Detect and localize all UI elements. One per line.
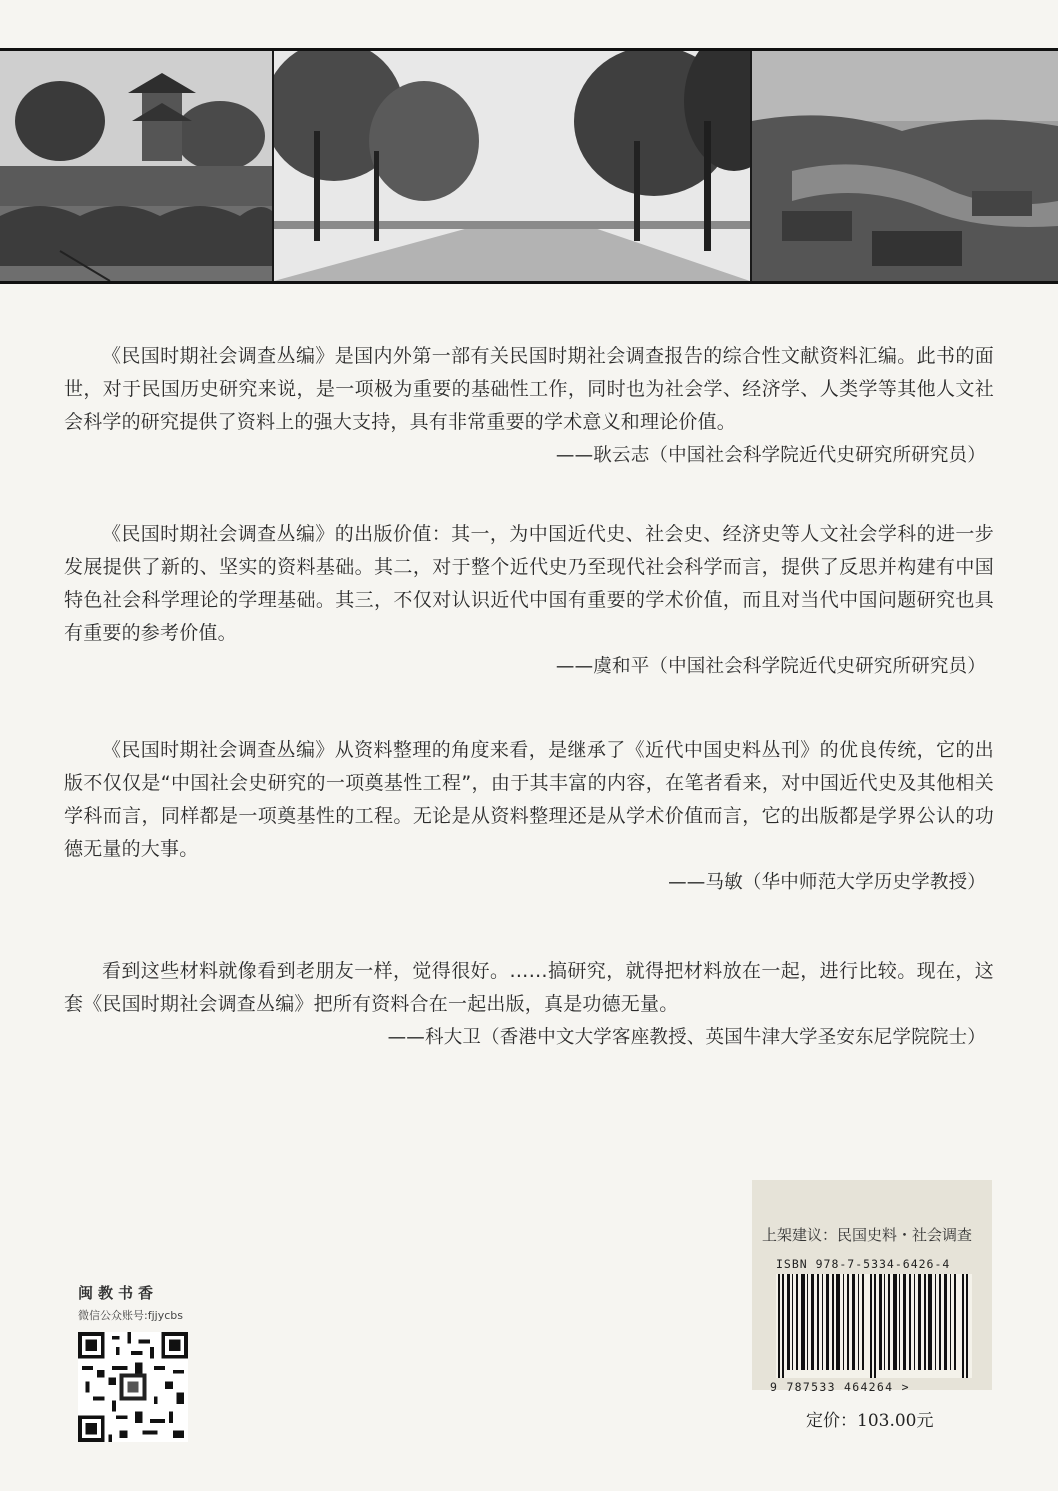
testimonial-attribution: ——耿云志（中国社会科学院近代史研究所研究员） [555,445,986,466]
testimonial-2 [64,518,994,683]
qr-code-icon[interactable] [78,1331,188,1443]
publisher-name: 闽教书香 [78,1284,159,1302]
price-label: 定价：103.00元 [806,1411,934,1431]
photo-tree-lined-road [274,51,750,281]
testimonial-text: 《民国时期社会调查丛编》从资料整理的角度来看，是继承了《近代中国史料丛刊》的优良传统，它的出版不仅仅是“中国社会史研究的一项奠基性工程”，由于其丰富的内容，在笔者看来，对中国近代史及其他相关学科而言，同样都是一项奠基性的工程。无论是从资料整理还是从学术价值而言，它的出版都是学界公认的功德无量的大事。 [64,739,994,860]
shelf-suggestion: 上架建议：民国史料・社会调查 [762,1226,973,1244]
testimonial-text: 《民国时期社会调查丛编》的出版价值：其一，为中国近代史、社会史、经济史等人文社会学科的进一步发展提供了新的、坚实的资料基础。其二，对于整个近代史乃至现代社会科学而言，提供了反思并构建有中国特色社会科学理论的学理基础。其三，不仅对认识近代中国有重要的学术价值，而且对当代中国问题研究也具有重要的参考价值。 [64,523,994,644]
publisher-wechat: 微信公众账号:fjjycbs [78,1309,183,1322]
photo-river-town [752,51,1058,281]
testimonial-text: 《民国时期社会调查丛编》是国内外第一部有关民国时期社会调查报告的综合性文献资料汇编。此书的面世，对于民国历史研究来说，是一项极为重要的基础性工作，同时也为社会学、经济学、人类学等其他人文社会科学的研究提供了资料上的强大支持，具有非常重要的学术意义和理论价值。 [64,345,994,433]
testimonial-attribution: ——虞和平（中国社会科学院近代史研究所研究员） [555,656,986,677]
testimonial-1 [64,340,994,472]
testimonial-attribution: ——马敏（华中师范大学历史学教授） [668,872,986,893]
testimonial-attribution: ——科大卫（香港中文大学客座教授、英国牛津大学圣安东尼学院院士） [387,1027,986,1048]
photo-pagoda-boats [0,51,272,281]
barcode-icon [776,1274,972,1378]
testimonial-4 [64,955,994,1054]
ean-digits: 9 787533 464264 > [770,1380,910,1394]
cover-photo-strip [0,48,1058,284]
testimonial-3 [64,734,994,899]
testimonial-text: 看到这些材料就像看到老朋友一样，觉得很好。……搞研究，就得把材料放在一起，进行比较。现在，这套《民国时期社会调查丛编》把所有资料合在一起出版，真是功德无量。 [64,960,994,1015]
isbn-text: ISBN 978-7-5334-6426-4 [776,1257,951,1271]
publisher-block [78,1282,198,1447]
